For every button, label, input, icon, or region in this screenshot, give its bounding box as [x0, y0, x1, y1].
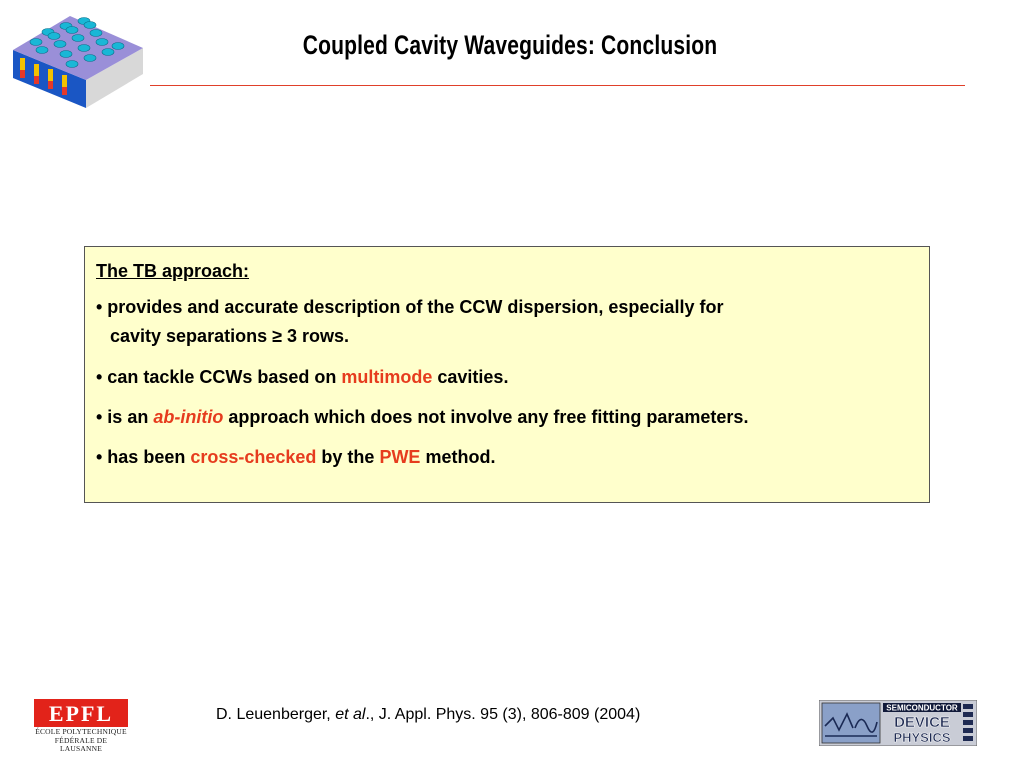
semiconductor-device-physics-logo	[819, 700, 977, 746]
sdp-line2: DEVICE	[894, 714, 950, 731]
citation	[216, 706, 640, 724]
bullet-cross-checked	[96, 444, 918, 471]
bullet1-line1: • provides and accurate description of the CCW dispersion, especially for	[96, 297, 724, 317]
photonic-crystal-logo	[8, 8, 148, 108]
bullet3-highlight: ab-initio	[153, 407, 224, 427]
bullet2-post: cavities.	[432, 367, 509, 387]
epfl-caption-line1: ÉCOLE POLYTECHNIQUE	[35, 727, 127, 736]
box-heading: The TB approach:	[96, 261, 250, 281]
epfl-mark	[34, 699, 128, 727]
bullet-multimode	[96, 364, 918, 391]
citation-rest: ., J. Appl. Phys. 95 (3), 806-809 (2004)	[365, 706, 641, 723]
bullet2-highlight: multimode	[341, 367, 433, 387]
bullet3-post: approach which does not involve any free fitting parameters.	[223, 407, 749, 427]
epfl-caption-line2: FÉDÉRALE DE LAUSANNE	[54, 735, 108, 753]
sdp-line1: SEMICONDUCTOR	[886, 703, 958, 713]
title-rule	[150, 85, 965, 86]
bullet4-mid: by the	[316, 447, 380, 467]
epfl-logo	[34, 699, 128, 753]
slide-title: Coupled Cavity Waveguides: Conclusion	[302, 30, 718, 60]
bullet4-post: method.	[420, 447, 496, 467]
epfl-caption	[34, 728, 128, 754]
bullet3-pre: • is an	[96, 407, 154, 427]
bullet4-pre: • has been	[96, 447, 191, 467]
citation-author: D. Leuenberger,	[216, 706, 336, 723]
conclusion-box	[84, 246, 930, 503]
epfl-mark-text: EPFL	[48, 701, 114, 726]
bullet2-pre: • can tackle CCWs based on	[96, 367, 342, 387]
bullet4-highlight-2: PWE	[379, 447, 421, 467]
bullet4-highlight-1: cross-checked	[190, 447, 317, 467]
sdp-line3: PHYSICS	[893, 730, 951, 745]
bullet-accurate-description	[96, 293, 918, 351]
bullet1-line2: cavity separations ≥ 3 rows.	[110, 326, 349, 346]
citation-etal: et al	[335, 706, 366, 723]
bullet-ab-initio	[96, 404, 918, 431]
